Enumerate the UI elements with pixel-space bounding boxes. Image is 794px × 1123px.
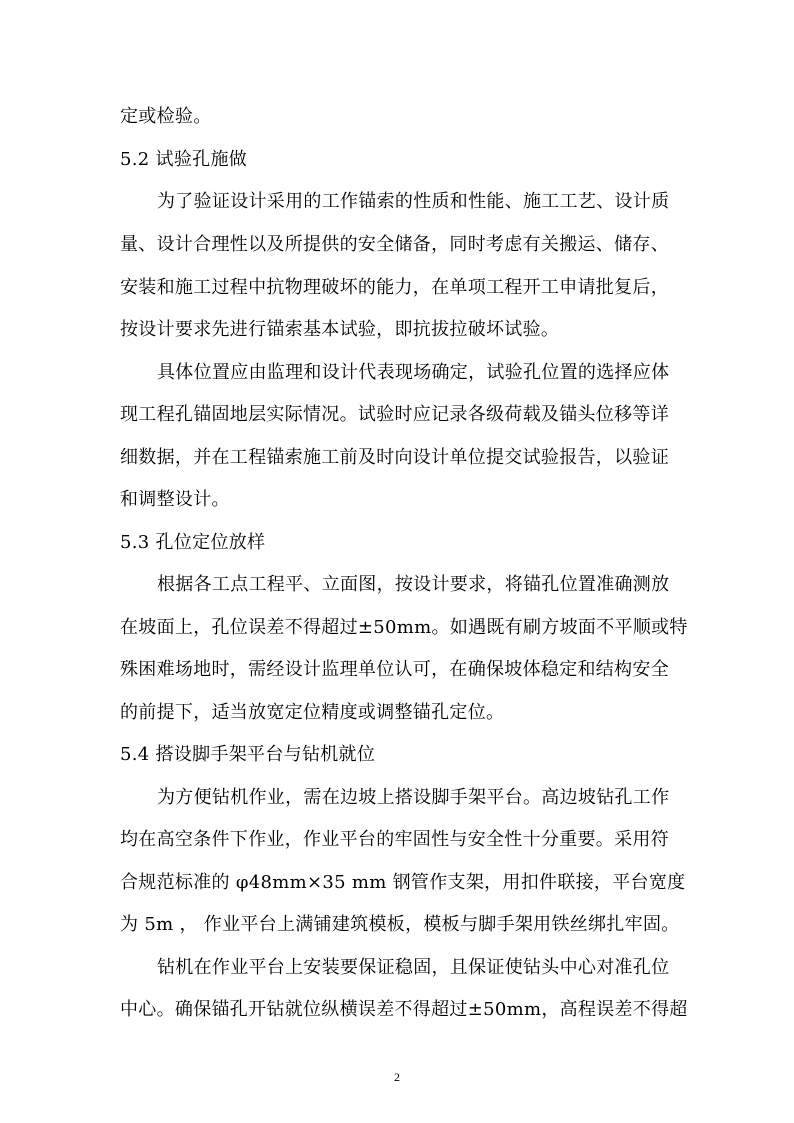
section-heading-5-2: 5.2 试验孔施做 [120, 149, 248, 170]
section-heading-5-3: 5.3 孔位定位放样 [120, 532, 266, 553]
paragraph-line: 均在高空条件下作业，作业平台的牢固性与安全性十分重要。采用符 [120, 829, 669, 850]
paragraph-line: 按设计要求先进行锚索基本试验，即抗拔拉破坏试验。 [120, 319, 560, 340]
paragraph-line: 根据各工点工程平、立面图，按设计要求，将锚孔位置准确测放 [157, 574, 670, 595]
paragraph-line: 为方便钻机作业，需在边坡上搭设脚手架平台。高边坡钻孔工作 [157, 787, 670, 808]
section-heading-5-4: 5.4 搭设脚手架平台与钻机就位 [120, 744, 376, 765]
paragraph-line: 具体位置应由监理和设计代表现场确定，试验孔位置的选择应体 [157, 362, 670, 383]
paragraph-line: 在坡面上，孔位误差不得超过±50mm。如遇既有刷方坡面不平顺或特 [120, 617, 688, 638]
paragraph-line: 细数据，并在工程锚索施工前及时向设计单位提交试验报告，以验证 [120, 447, 669, 468]
paragraph-line: 为了验证设计采用的工作锚索的性质和性能、施工工艺、设计质 [157, 191, 670, 212]
paragraph-line: 殊困难场地时，需经设计监理单位认可，在确保坡体稳定和结构安全 [120, 659, 669, 680]
paragraph-line: 安装和施工过程中抗物理破坏的能力，在单项工程开工申请批复后， [120, 277, 669, 298]
page-number: 2 [394, 1070, 400, 1084]
paragraph-line: 定或检验。 [120, 106, 212, 127]
paragraph-line: 合规范标准的 φ48mm×35 mm 钢管作支架，用扣件联接，平台宽度 [120, 872, 686, 893]
paragraph-line: 量、设计合理性以及所提供的安全储备，同时考虑有关搬运、储存、 [120, 234, 669, 255]
paragraph-line: 的前提下，适当放宽定位精度或调整锚孔定位。 [120, 702, 505, 723]
paragraph-line: 钻机在作业平台上安装要保证稳固，且保证使钻头中心对准孔位 [157, 957, 670, 978]
paragraph-line: 现工程孔锚固地层实际情况。试验时应记录各级荷载及锚头位移等详 [120, 404, 669, 425]
paragraph-line: 和调整设计。 [120, 489, 230, 510]
paragraph-line: 为 5m ， 作业平台上满铺建筑模板，模板与脚手架用铁丝绑扎牢固。 [120, 914, 680, 935]
paragraph-line: 中心。确保锚孔开钻就位纵横误差不得超过±50mm，高程误差不得超 [120, 999, 688, 1020]
